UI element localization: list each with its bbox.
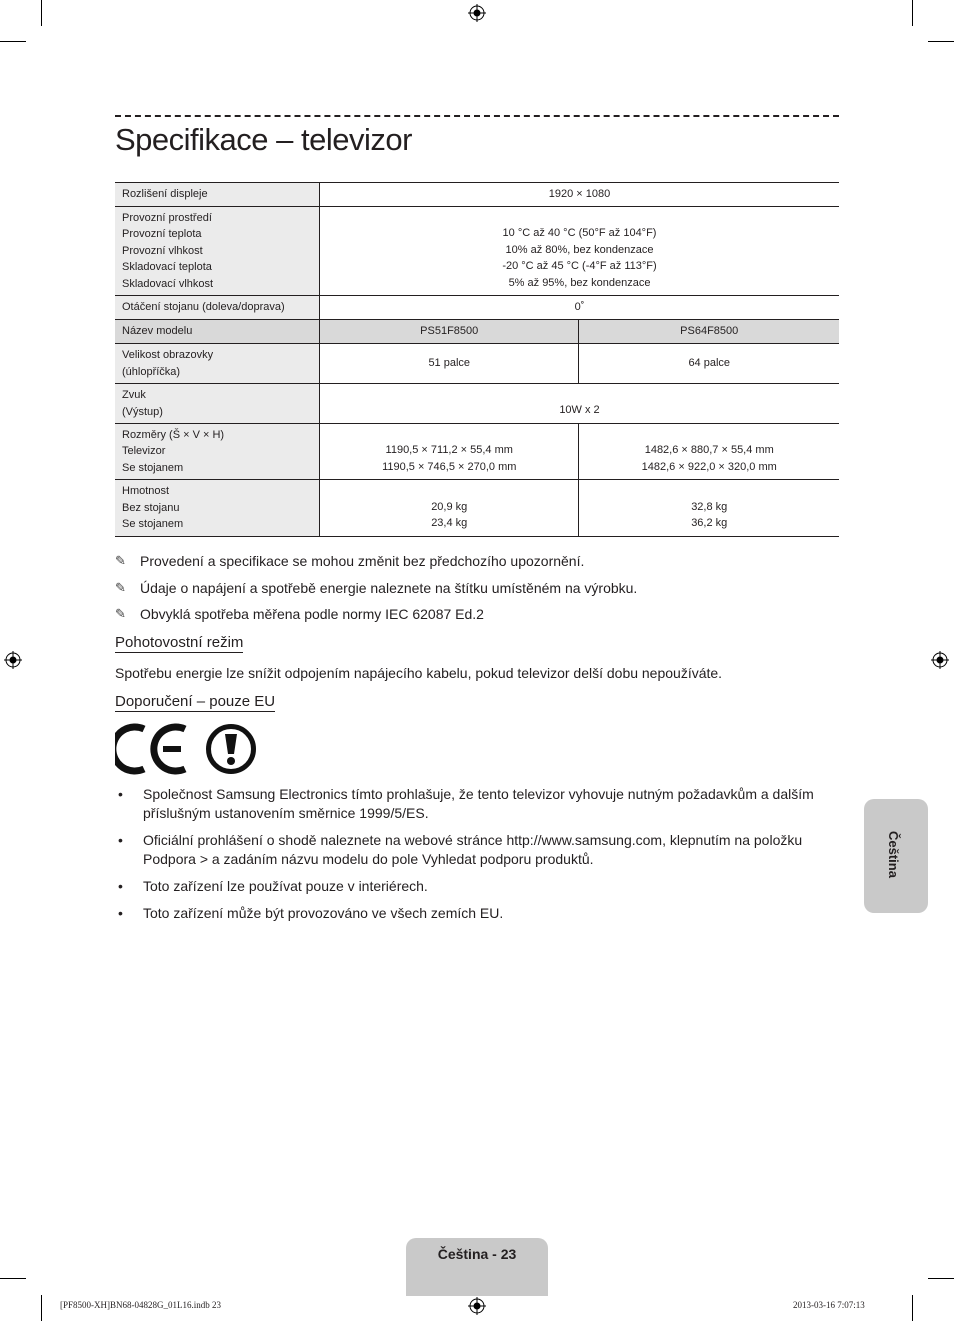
list-item [115,785,835,823]
table-row [115,320,839,344]
spec-table [115,182,839,537]
spec-value-line: 5% až 95%, bez kondenzace [508,276,651,289]
bullet-icon: • [118,878,123,894]
spec-label-line: Bez stojanu [122,501,180,514]
page-number-label: Čeština - 23 [437,1246,517,1262]
model-b: PS64F8500 [579,320,839,344]
spec-value: 51 palce [320,344,579,384]
spec-label: Otáčení stojanu (doleva/doprava) [115,296,320,320]
spec-label [115,480,320,537]
page-number-tab [406,1238,548,1296]
spec-label-line: Provozní prostředí [122,211,212,224]
spec-value-line: 1482,6 × 880,7 × 55,4 mm [644,444,774,456]
registration-mark-icon [4,651,22,669]
footer-file-info: [PF8500-XH]BN68-04828G_01L16.indb 23 [60,1300,221,1310]
spec-value [579,424,839,480]
bullet-text: Oficiální prohlášení o shodě naleznete na webové stránce http://www.samsung.com, klepnutím na položku [143,832,803,848]
spec-value: 0˚ [320,296,840,320]
crop-mark [0,41,26,42]
crop-mark [41,0,42,26]
note-text: Údaje o napájení a spotřebě energie naleznete na štítku umístěném na výrobku. [140,579,638,596]
spec-value [320,207,840,296]
table-row [115,344,839,384]
registration-mark-icon [931,651,949,669]
spec-value-line: 1190,5 × 746,5 × 270,0 mm [382,460,517,473]
registration-mark-icon [468,4,486,22]
note-item [115,601,637,628]
table-row [115,424,839,480]
crop-mark [912,0,913,26]
spec-label: Rozlišení displeje [115,183,320,207]
model-a: PS51F8500 [320,320,579,344]
standby-heading: Pohotovostní režim [115,634,244,651]
spec-value [320,384,840,424]
pencil-note-icon: ✎ [115,553,126,568]
spec-value: 64 palce [579,344,839,384]
spec-label-line: (Výstup) [122,405,163,418]
spec-label-line: Hmotnost [122,485,170,498]
list-item [115,877,835,896]
pencil-note-icon: ✎ [115,606,126,621]
list-item [115,904,835,923]
language-side-tab-label: Čeština [886,831,901,878]
bullet-icon: • [118,832,123,848]
note-text: Obvyklá spotřeba měřena podle normy IEC 62087 Ed.2 [140,606,484,622]
language-side-tab [864,799,928,913]
footer-timestamp: 2013-03-16 7:07:13 [793,1300,865,1310]
crop-mark [41,1295,42,1321]
spec-value [320,424,579,480]
bullet-text: Podpora > a zadáním názvu modelu do pole Vyhledat podporu produktů. [143,851,594,867]
title-dashed-rule [115,115,839,117]
spec-value-line: 10W x 2 [559,404,600,417]
spec-label-line: Provozní teplota [122,228,202,241]
spec-label-line: Skladovací teplota [122,261,212,274]
notes-list [115,548,637,628]
crop-mark [0,1278,26,1279]
spec-value-line: -20 °C až 45 °C (-4°F až 113°F) [502,260,657,272]
spec-value-line: 36,2 kg [691,517,728,529]
crop-mark [928,41,954,42]
note-text: Provedení a specifikace se mohou změnit bez předchozího upozornění. [140,553,585,569]
spec-label [115,344,320,384]
table-row [115,296,839,320]
bullet-text: Toto zařízení může být provozováno ve všech zemích EU. [143,905,504,921]
bullet-icon: • [118,786,123,802]
spec-label [115,384,320,424]
note-item [115,575,637,602]
spec-value [579,480,839,537]
alert-circle-icon [204,722,258,776]
spec-label-line: (úhlopříčka) [122,365,181,378]
spec-value-line: 23,4 kg [431,517,468,529]
spec-value-line: 10% až 80%, bez kondenzace [505,243,654,256]
bullet-text: příslušným ustanovením směrnice 1999/5/ES. [143,805,429,821]
table-row [115,207,839,296]
list-item [115,831,835,869]
spec-label [115,424,320,480]
table-row [115,384,839,424]
table-row [115,183,839,207]
registration-mark-icon [468,1297,486,1315]
bullet-icon: • [118,905,123,921]
note-item [115,548,637,575]
spec-value-line: 20,9 kg [431,500,468,513]
spec-label-line: Provozní vlhkost [122,244,203,257]
eu-heading: Doporučení – pouze EU [115,693,276,710]
spec-value-line: 1190,5 × 711,2 × 55,4 mm [385,444,513,456]
spec-value: 1920 × 1080 [320,183,840,207]
pencil-note-icon: ✎ [115,579,126,595]
spec-label-line: Velikost obrazovky [122,349,214,361]
spec-label-line: Skladovací vlhkost [122,277,214,290]
spec-label-line: Se stojanem [122,518,184,531]
spec-label [115,207,320,296]
spec-value-line: 1482,6 × 922,0 × 320,0 mm [641,460,777,473]
spec-value [320,480,579,537]
spec-label-line: Televizor [122,445,166,458]
page-title: Specifikace – televizor [115,122,412,157]
crop-mark [928,1278,954,1279]
crop-mark [912,1295,913,1321]
standby-text: Spotřebu energie lze snížit odpojením napájecího kabelu, pokud televizor delší dobu nepoužíváte. [115,665,723,681]
spec-value-line: 10 °C až 40 °C (50°F až 104°F) [502,227,657,239]
spec-value-line: 32,8 kg [691,500,728,513]
table-row [115,480,839,537]
spec-label: Název modelu [115,320,320,344]
bullet-text: Společnost Samsung Electronics tímto prohlašuje, že tento televizor vyhovuje nutným požadavkům a dalším [143,786,814,802]
eu-bullet-list [115,785,835,931]
ce-mark-logo [115,722,191,776]
spec-label-line: Rozměry (Š × V × H) [122,428,225,441]
bullet-text: Toto zařízení lze používat pouze v interiérech. [143,878,428,894]
spec-label-line: Se stojanem [122,461,184,474]
spec-label-line: Zvuk [122,389,146,401]
